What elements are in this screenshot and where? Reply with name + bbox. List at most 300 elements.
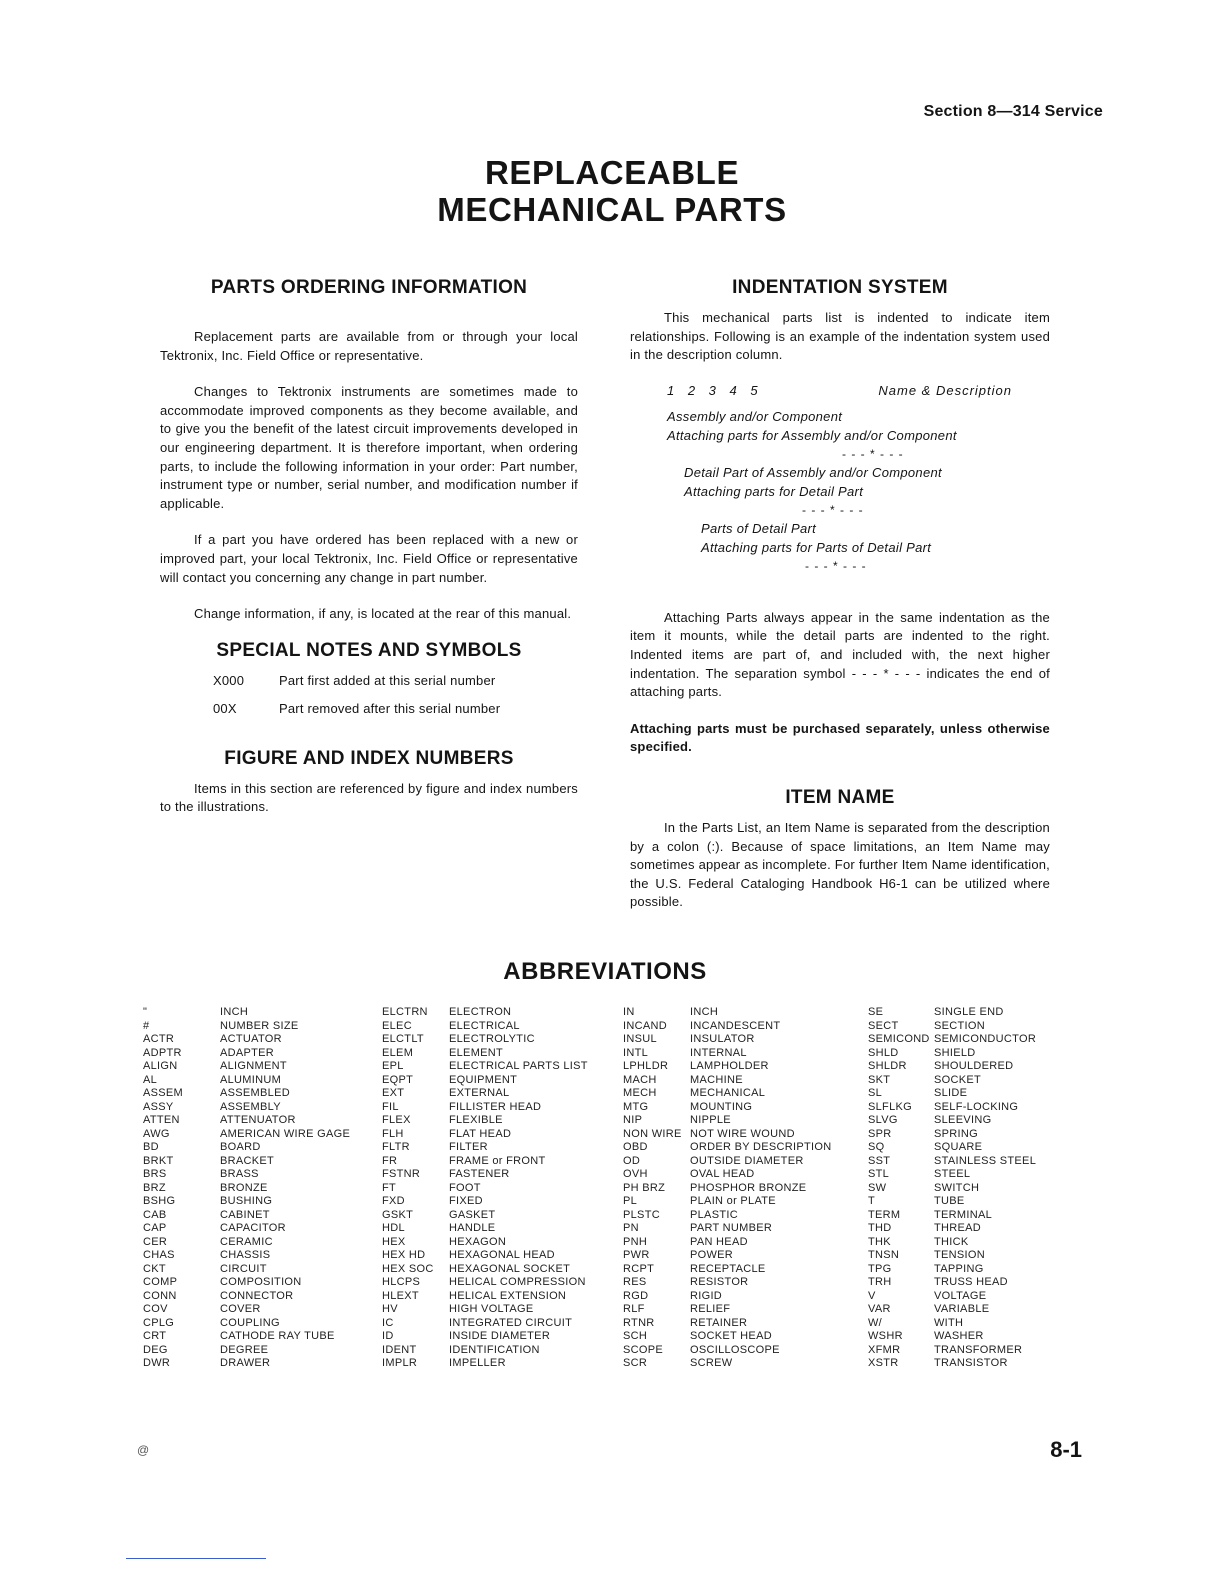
abbr-code: ELEC — [382, 1019, 412, 1032]
abbr-row — [623, 1303, 832, 1317]
abbr-row — [868, 1047, 1036, 1061]
abbr-row — [623, 1276, 832, 1290]
abbr-meaning: HIGH VOLTAGE — [449, 1303, 534, 1315]
indent-level-1: Assembly and/or Component — [667, 408, 843, 424]
abbr-meaning: DEGREE — [220, 1343, 269, 1356]
abbr-code: CAB — [143, 1208, 167, 1221]
title-line-1: REPLACEABLE — [484, 154, 740, 191]
abbr-row — [382, 1047, 588, 1061]
abbr-row — [868, 1222, 1036, 1236]
abbr-row — [382, 1330, 588, 1344]
abbr-code: FLH — [382, 1127, 404, 1140]
parts-ordering-heading: PARTS ORDERING INFORMATION — [210, 277, 528, 298]
abbr-meaning: CIRCUIT — [220, 1262, 267, 1275]
abbr-code: SECT — [868, 1019, 899, 1032]
indent-level-3: Parts of Detail Part — [701, 520, 817, 536]
abbr-code: ALIGN — [143, 1060, 178, 1072]
abbr-meaning: SWITCH — [934, 1181, 980, 1194]
figure-index-text: Items in this section are referenced by figure and index numbers to the illustrations. — [160, 780, 578, 815]
item-name-text: In the Parts List, an Item Name is separated from the description by a colon (:). Because of space limitations, an Item Name may sometimes appear as incomplete. For further Item Name identification, the U.S. Federal Cataloging Handbook H6-1 can be utilized where possible. — [630, 819, 1050, 910]
abbr-meaning: OUTSIDE DIAMETER — [690, 1154, 804, 1167]
abbr-meaning: HEXAGONAL SOCKET — [449, 1262, 571, 1275]
abbr-row — [143, 1128, 350, 1142]
abbr-row — [382, 1087, 588, 1101]
abbr-meaning: FOOT — [449, 1181, 481, 1194]
abbr-code: FSTNR — [382, 1168, 421, 1180]
symbol-row — [213, 701, 578, 716]
abbr-meaning: RIGID — [690, 1289, 723, 1302]
abbr-meaning: ASSEMBLED — [220, 1087, 290, 1099]
abbr-row — [623, 1087, 832, 1101]
abbr-code: TPG — [868, 1262, 892, 1275]
abbr-meaning: INSIDE DIAMETER — [449, 1330, 551, 1342]
abbr-row — [623, 1222, 832, 1236]
abbr-code: ELCTLT — [382, 1033, 424, 1045]
abbr-code: IC — [382, 1316, 394, 1329]
abbr-meaning: PHOSPHOR BRONZE — [690, 1181, 807, 1194]
abbr-code: SCH — [623, 1330, 648, 1342]
abbr-code: MTG — [623, 1100, 649, 1113]
abbr-code: RCPT — [623, 1262, 655, 1275]
abbr-row — [868, 1114, 1036, 1128]
symbol-code: X000 — [213, 672, 245, 688]
abbr-code: CER — [143, 1235, 168, 1248]
abbr-code: CHAS — [143, 1249, 175, 1261]
abbr-meaning: TRUSS HEAD — [934, 1276, 1008, 1288]
footer-rule — [126, 1558, 266, 1559]
abbr-code: XSTR — [868, 1357, 899, 1369]
abbr-code: THK — [868, 1235, 891, 1248]
abbr-code: ID — [382, 1330, 394, 1342]
abbr-row — [143, 1168, 350, 1182]
abbr-code: COV — [143, 1303, 168, 1315]
abbr-row — [868, 1128, 1036, 1142]
abbr-code: COMP — [143, 1276, 178, 1288]
abbr-code: SPR — [868, 1127, 892, 1140]
abbr-row — [382, 1033, 588, 1047]
abbr-meaning: ORDER BY DESCRIPTION — [690, 1141, 832, 1153]
indentation-header — [630, 383, 1012, 398]
abbr-code: BD — [143, 1141, 159, 1153]
abbr-meaning: PLASTIC — [690, 1208, 738, 1221]
abbr-meaning: SELF-LOCKING — [934, 1100, 1019, 1113]
abbr-row — [868, 1182, 1036, 1196]
abbr-meaning: HELICAL EXTENSION — [449, 1289, 567, 1302]
abbr-code: T — [868, 1195, 876, 1207]
abbr-code: PWR — [623, 1249, 650, 1261]
abbr-meaning: INCH — [690, 1006, 719, 1018]
abbr-meaning: TRANSISTOR — [934, 1357, 1008, 1369]
abbr-code: INSUL — [623, 1033, 657, 1045]
abbr-row — [143, 1357, 350, 1371]
abbr-meaning: MACHINE — [690, 1073, 743, 1086]
abbr-row — [382, 1128, 588, 1142]
section-label: Section 8—314 Service — [923, 103, 1103, 120]
abbr-meaning: INTERNAL — [690, 1046, 747, 1059]
abbr-code: CAP — [143, 1222, 167, 1234]
abbr-row — [623, 1249, 832, 1263]
abbr-code: ELEM — [382, 1046, 414, 1059]
abbr-row — [382, 1290, 588, 1304]
abbr-code: MECH — [623, 1087, 657, 1099]
abbr-meaning: FILLISTER HEAD — [449, 1100, 542, 1113]
abbr-meaning: FIXED — [449, 1195, 483, 1207]
abbr-row — [143, 1155, 350, 1169]
abbr-row — [382, 1168, 588, 1182]
abbr-code: SKT — [868, 1073, 891, 1086]
abbr-code: " — [143, 1006, 148, 1018]
abbr-meaning: COUPLING — [220, 1316, 280, 1329]
abbr-code: HLEXT — [382, 1289, 419, 1302]
abbr-code: BRZ — [143, 1181, 166, 1194]
abbr-meaning: ASSEMBLY — [220, 1100, 281, 1113]
abbr-meaning: NUMBER SIZE — [220, 1019, 299, 1032]
abbr-meaning: RESISTOR — [690, 1276, 749, 1288]
abbr-meaning: RECEPTACLE — [690, 1262, 766, 1275]
abbr-code: SLVG — [868, 1114, 898, 1126]
abbr-row — [623, 1141, 832, 1155]
abbr-meaning: POWER — [690, 1249, 734, 1261]
abbr-meaning: THICK — [934, 1235, 969, 1248]
abbr-code: SST — [868, 1154, 891, 1167]
abbr-row — [868, 1006, 1036, 1020]
abbr-meaning: SCREW — [690, 1357, 733, 1369]
abbr-code: SHLDR — [868, 1060, 907, 1072]
abbr-meaning: BRONZE — [220, 1181, 268, 1194]
abbr-meaning: FLEXIBLE — [449, 1114, 503, 1126]
abbr-row — [623, 1195, 832, 1209]
abbr-code: PNH — [623, 1235, 648, 1248]
special-notes-heading: SPECIAL NOTES AND SYMBOLS — [216, 639, 522, 661]
abbr-meaning: THREAD — [934, 1222, 982, 1234]
abbr-row — [143, 1317, 350, 1331]
abbr-meaning: IDENTIFICATION — [449, 1343, 540, 1356]
abbr-meaning: SPRING — [934, 1127, 978, 1140]
abbr-code: W/ — [868, 1316, 883, 1329]
abbr-code: OD — [623, 1154, 641, 1167]
abbr-meaning: TRANSFORMER — [934, 1343, 1023, 1356]
abbr-meaning: ELECTROLYTIC — [449, 1033, 535, 1045]
abbr-code: PN — [623, 1222, 639, 1234]
abbr-code: INCAND — [623, 1019, 667, 1032]
abbr-row — [143, 1249, 350, 1263]
abbr-meaning: RELIEF — [690, 1303, 731, 1315]
abbr-meaning: TERMINAL — [934, 1208, 993, 1221]
abbr-row — [623, 1344, 832, 1358]
parts-ordering-paragraph: If a part you have ordered has been replaced with a new or improved part, your local Tektronix, Inc. Field Office or representative will contact you concerning any change in part number. — [160, 532, 578, 585]
abbr-code: FXD — [382, 1195, 405, 1207]
abbr-row — [868, 1155, 1036, 1169]
symbols-list — [160, 673, 578, 716]
abbr-row — [143, 1087, 350, 1101]
abbr-code: SEMICOND — [868, 1033, 930, 1045]
abbr-row — [143, 1006, 350, 1020]
abbr-meaning: FLAT HEAD — [449, 1127, 512, 1140]
abbr-code: HV — [382, 1303, 398, 1315]
abbr-code: PL — [623, 1195, 638, 1207]
abbr-row — [143, 1236, 350, 1250]
abbr-meaning: SOCKET — [934, 1073, 982, 1086]
abbr-code: NIP — [623, 1114, 643, 1126]
abbr-code: BSHG — [143, 1195, 176, 1207]
abbr-row — [623, 1155, 832, 1169]
abbr-code: STL — [868, 1168, 890, 1180]
abbr-meaning: OVAL HEAD — [690, 1168, 755, 1180]
abbr-row — [143, 1290, 350, 1304]
abbr-row — [623, 1317, 832, 1331]
abbr-meaning: CONNECTOR — [220, 1289, 294, 1302]
page-number: 8-1 — [1050, 1437, 1082, 1462]
abbr-code: SLFLKG — [868, 1100, 912, 1113]
abbr-code: THD — [868, 1222, 892, 1234]
abbr-row — [623, 1236, 832, 1250]
abbr-meaning: HELICAL COMPRESSION — [449, 1276, 586, 1288]
abbr-code: TERM — [868, 1208, 901, 1221]
abbr-row — [143, 1182, 350, 1196]
abbr-row — [868, 1141, 1036, 1155]
abbr-meaning: BRASS — [220, 1168, 259, 1180]
abbr-row — [623, 1168, 832, 1182]
abbr-meaning: LAMPHOLDER — [690, 1060, 769, 1072]
name-description: Name & Description — [878, 382, 1012, 398]
abbr-code: RGD — [623, 1289, 649, 1302]
abbr-meaning: ELEMENT — [449, 1046, 504, 1059]
indent-levels: 1 2 3 4 5 — [667, 382, 763, 398]
item-name-heading: ITEM NAME — [785, 786, 895, 808]
abbr-code: EXT — [382, 1087, 405, 1099]
abbr-code: EPL — [382, 1060, 404, 1072]
symbol-code: 00X — [213, 700, 237, 716]
abbr-code: XFMR — [868, 1343, 901, 1356]
abbr-meaning: INSULATOR — [690, 1033, 755, 1045]
abbr-meaning: COVER — [220, 1303, 261, 1315]
abbr-code: OVH — [623, 1168, 648, 1180]
indent-level-3-attach: Attaching parts for Parts of Detail Part — [701, 539, 932, 555]
abbr-row — [623, 1006, 832, 1020]
abbr-row — [382, 1263, 588, 1277]
abbr-row — [382, 1303, 588, 1317]
abbr-meaning: PART NUMBER — [690, 1222, 773, 1234]
abbr-row — [868, 1249, 1036, 1263]
abbr-code: SCR — [623, 1357, 648, 1369]
abbr-row — [868, 1290, 1036, 1304]
abbr-row — [382, 1155, 588, 1169]
abbr-meaning: INCH — [220, 1006, 249, 1018]
symbol-desc: Part first added at this serial number — [279, 672, 496, 688]
abbr-row — [143, 1047, 350, 1061]
abbr-meaning: IMPELLER — [449, 1357, 506, 1369]
abbr-code: AL — [143, 1073, 158, 1086]
abbr-code: DEG — [143, 1343, 168, 1356]
abbr-row — [143, 1195, 350, 1209]
abbr-row — [623, 1357, 832, 1371]
abbr-meaning: ELECTRON — [449, 1006, 512, 1018]
abbr-meaning: SLIDE — [934, 1087, 968, 1099]
parts-ordering-paragraph: Replacement parts are available from or through your local Tektronix, Inc. Field Office or representative. — [160, 329, 578, 363]
abbr-meaning: ALUMINUM — [220, 1073, 282, 1086]
abbr-row — [868, 1074, 1036, 1088]
abbr-row — [868, 1303, 1036, 1317]
abbr-row — [868, 1317, 1036, 1331]
abbr-meaning: CATHODE RAY TUBE — [220, 1330, 335, 1342]
abbr-row — [143, 1033, 350, 1047]
abbr-code: ATTEN — [143, 1114, 180, 1126]
abbr-code: BRS — [143, 1168, 167, 1180]
abbr-code: FR — [382, 1154, 398, 1167]
abbr-code: CPLG — [143, 1316, 175, 1329]
abbr-meaning: INCANDESCENT — [690, 1019, 781, 1032]
abbr-row — [143, 1020, 350, 1034]
abbr-row — [623, 1033, 832, 1047]
abbr-code: HEX HD — [382, 1249, 426, 1261]
abbr-code: HEX SOC — [382, 1262, 434, 1275]
title-line-2: MECHANICAL PARTS — [437, 191, 787, 228]
abbr-meaning: STEEL — [934, 1168, 971, 1180]
abbr-meaning: TENSION — [934, 1249, 985, 1261]
abbr-code: CONN — [143, 1289, 177, 1302]
separator-symbol: - - - * - - - — [802, 502, 864, 517]
abbr-meaning: FASTENER — [449, 1168, 510, 1180]
abbr-code: ACTR — [143, 1033, 175, 1045]
abbr-code: NON WIRE — [623, 1127, 682, 1140]
abbr-row — [382, 1074, 588, 1088]
abbr-meaning: ACTUATOR — [220, 1033, 282, 1045]
abbr-meaning: MECHANICAL — [690, 1087, 766, 1099]
abbr-row — [382, 1060, 588, 1074]
abbr-meaning: HANDLE — [449, 1222, 496, 1234]
abbr-row — [143, 1209, 350, 1223]
abbr-meaning: SLEEVING — [934, 1114, 992, 1126]
abbr-meaning: RETAINER — [690, 1316, 748, 1329]
abbr-row — [382, 1344, 588, 1358]
abbr-row — [382, 1317, 588, 1331]
abbr-code: SQ — [868, 1141, 885, 1153]
abbr-code: SW — [868, 1181, 887, 1194]
abbr-row — [382, 1209, 588, 1223]
abbr-row — [382, 1101, 588, 1115]
abbr-meaning: CERAMIC — [220, 1235, 273, 1248]
symbol-row — [213, 673, 578, 688]
abbr-meaning: SEMICONDUCTOR — [934, 1033, 1037, 1045]
abbr-code: CKT — [143, 1262, 166, 1275]
abbr-code: HLCPS — [382, 1276, 421, 1288]
abbr-meaning: ADAPTER — [220, 1046, 275, 1059]
abbr-meaning: TUBE — [934, 1195, 965, 1207]
abbr-code: WSHR — [868, 1330, 903, 1342]
abbr-meaning: SECTION — [934, 1019, 985, 1032]
abbr-code: SCOPE — [623, 1343, 664, 1356]
abbr-code: RES — [623, 1276, 647, 1288]
attaching-parts-paragraph: Attaching Parts always appear in the same indentation as the item it mounts, while the detail parts are indented to the right. Indented items are part of, and included with, the next higher indentation. The separation symbol - - - * - - - indicates the end of attaching parts. — [630, 609, 1050, 700]
abbr-row — [868, 1263, 1036, 1277]
abbr-code: DWR — [143, 1357, 171, 1369]
abbr-row — [623, 1330, 832, 1344]
abbr-meaning: HEXAGONAL HEAD — [449, 1249, 555, 1261]
abbr-meaning: VOLTAGE — [934, 1289, 987, 1302]
abbr-row — [868, 1276, 1036, 1290]
abbr-code: SHLD — [868, 1046, 899, 1059]
abbr-row — [382, 1222, 588, 1236]
indentation-intro: This mechanical parts list is indented to indicate item relationships. Following is an example of the indentation system used in the description column. — [630, 310, 1050, 363]
abbr-row — [382, 1182, 588, 1196]
abbr-code: RLF — [623, 1303, 645, 1315]
abbr-row — [623, 1060, 832, 1074]
abbr-meaning: OSCILLOSCOPE — [690, 1343, 780, 1356]
abbr-meaning: NIPPLE — [690, 1114, 731, 1126]
abbr-meaning: MOUNTING — [690, 1100, 753, 1113]
separator-symbol: - - - * - - - — [842, 446, 904, 461]
abbr-row — [143, 1101, 350, 1115]
abbr-row — [868, 1101, 1036, 1115]
abbr-row — [143, 1303, 350, 1317]
abbr-row — [868, 1033, 1036, 1047]
abbr-code: ASSY — [143, 1100, 174, 1113]
abbr-row — [868, 1087, 1036, 1101]
abbr-row — [623, 1101, 832, 1115]
abbr-code: FLTR — [382, 1141, 410, 1153]
abbr-meaning: ELECTRICAL PARTS LIST — [449, 1060, 588, 1072]
abbr-meaning: WITH — [934, 1316, 964, 1329]
abbr-row — [143, 1344, 350, 1358]
abbr-row — [382, 1249, 588, 1263]
abbr-row — [382, 1020, 588, 1034]
page-title — [0, 154, 1224, 228]
abbr-meaning: STAINLESS STEEL — [934, 1154, 1037, 1167]
abbreviations-heading: ABBREVIATIONS — [503, 958, 707, 985]
abbr-meaning: ALIGNMENT — [220, 1060, 287, 1072]
right-column — [630, 277, 1050, 912]
abbr-code: INTL — [623, 1046, 649, 1059]
abbr-code: ELCTRN — [382, 1006, 428, 1018]
abbr-row — [143, 1060, 350, 1074]
abbr-meaning: SHIELD — [934, 1046, 976, 1059]
abbr-row — [623, 1209, 832, 1223]
abbr-meaning: BOARD — [220, 1141, 261, 1153]
abbr-meaning: SOCKET HEAD — [690, 1330, 772, 1342]
abbr-row — [623, 1074, 832, 1088]
abbr-meaning: FILTER — [449, 1141, 488, 1153]
abbr-meaning: SHOULDERED — [934, 1060, 1014, 1072]
abbr-row — [382, 1006, 588, 1020]
abbr-meaning: BUSHING — [220, 1195, 273, 1207]
abbr-row — [382, 1141, 588, 1155]
abbr-meaning: GASKET — [449, 1208, 496, 1221]
abbr-row — [382, 1236, 588, 1250]
abbr-code: OBD — [623, 1141, 648, 1153]
abbr-code: V — [868, 1289, 876, 1302]
abbr-column-3 — [623, 1006, 832, 1371]
abbr-row — [623, 1020, 832, 1034]
abbr-row — [868, 1209, 1036, 1223]
abbr-row — [868, 1020, 1036, 1034]
abbr-meaning: TAPPING — [934, 1262, 984, 1275]
abbr-code: IN — [623, 1006, 635, 1018]
abbr-meaning: PAN HEAD — [690, 1235, 748, 1248]
abbr-row — [143, 1074, 350, 1088]
abbr-meaning: FRAME or FRONT — [449, 1154, 546, 1167]
abbr-code: FLEX — [382, 1114, 411, 1126]
abbr-row — [868, 1330, 1036, 1344]
abbr-meaning: CHASSIS — [220, 1249, 271, 1261]
abbr-row — [623, 1114, 832, 1128]
abbr-meaning: ATTENUATOR — [220, 1114, 296, 1126]
abbr-code: CRT — [143, 1330, 167, 1342]
abbr-code: RTNR — [623, 1316, 655, 1329]
abbr-meaning: DRAWER — [220, 1357, 271, 1369]
abbr-meaning: EXTERNAL — [449, 1087, 510, 1099]
abbr-code: IDENT — [382, 1343, 417, 1356]
abbr-row — [623, 1182, 832, 1196]
